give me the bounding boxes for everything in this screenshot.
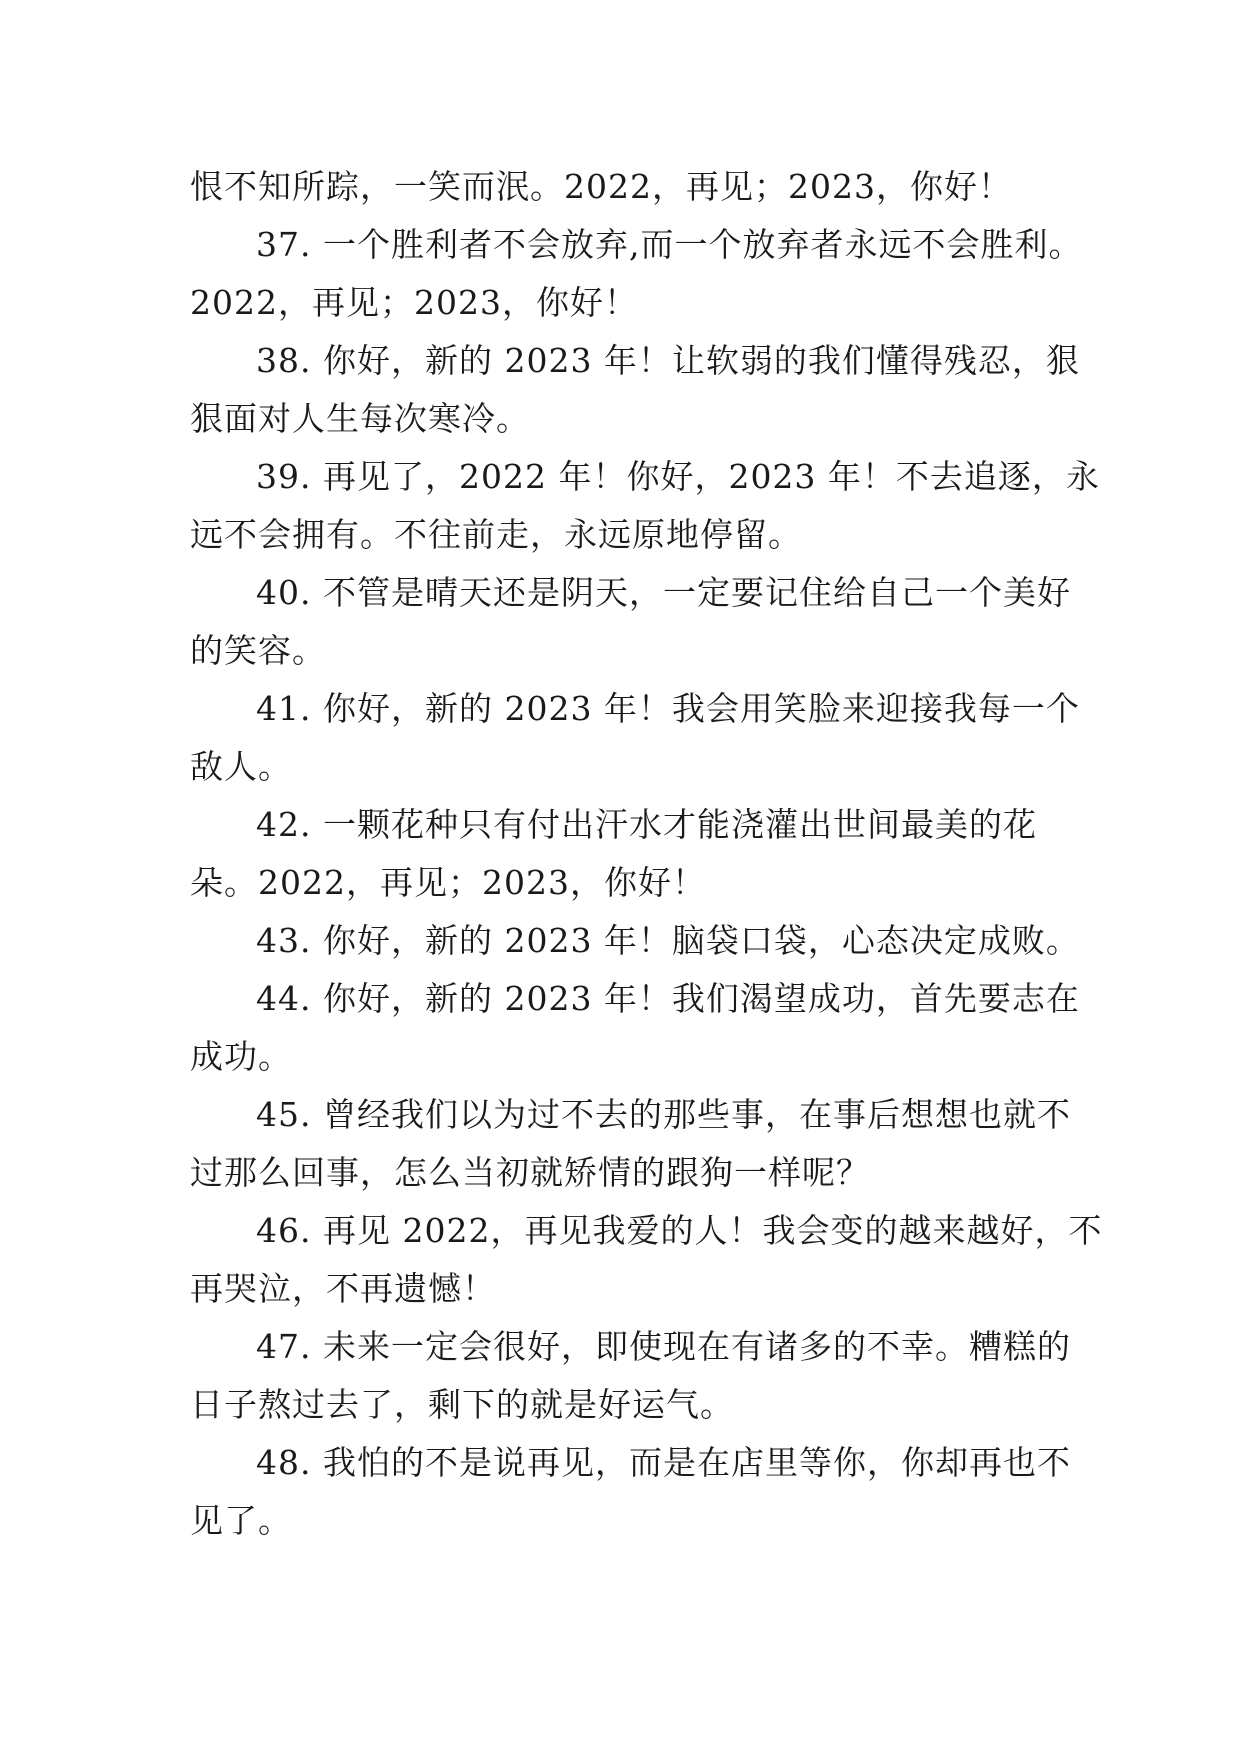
text-line: 47. 未来一定会很好，即使现在有诸多的不幸。糟糕的 <box>256 1327 1071 1366</box>
text-line: 38. 你好，新的 2023 年！让软弱的我们懂得残忍，狠 <box>256 341 1080 380</box>
text-line: 44. 你好，新的 2023 年！我们渴望成功，首先要志在 <box>256 979 1080 1018</box>
text-line: 狠面对人生每次寒冷。 <box>190 399 530 438</box>
text-line: 过那么回事，怎么当初就矫情的跟狗一样呢？ <box>190 1153 870 1192</box>
text-line: 恨不知所踪，一笑而泯。2022，再见；2023，你好！ <box>190 167 1012 206</box>
text-line: 39. 再见了，2022 年！你好，2023 年！不去追逐，永 <box>256 457 1100 496</box>
text-line: 见了。 <box>190 1501 292 1540</box>
text-line: 41. 你好，新的 2023 年！我会用笑脸来迎接我每一个 <box>256 689 1080 728</box>
text-line: 2022，再见；2023，你好！ <box>190 283 638 322</box>
text-line: 日子熬过去了，剩下的就是好运气。 <box>190 1385 734 1424</box>
text-line: 46. 再见 2022，再见我爱的人！我会变的越来越好，不 <box>256 1211 1103 1250</box>
text-line: 成功。 <box>190 1037 292 1076</box>
text-line: 42. 一颗花种只有付出汗水才能浇灌出世间最美的花 <box>256 805 1037 844</box>
text-line: 的笑容。 <box>190 631 326 670</box>
text-line: 再哭泣，不再遗憾！ <box>190 1269 496 1308</box>
text-line: 37. 一个胜利者不会放弃,而一个放弃者永远不会胜利。 <box>256 225 1083 264</box>
text-line: 48. 我怕的不是说再见，而是在店里等你，你却再也不 <box>256 1443 1071 1482</box>
text-line: 43. 你好，新的 2023 年！脑袋口袋，心态决定成败。 <box>256 921 1080 960</box>
text-line: 40. 不管是晴天还是阴天，一定要记住给自己一个美好 <box>256 573 1071 612</box>
text-line: 敌人。 <box>190 747 292 786</box>
text-line: 朵。2022，再见；2023，你好！ <box>190 863 706 902</box>
text-line: 45. 曾经我们以为过不去的那些事，在事后想想也就不 <box>256 1095 1071 1134</box>
text-line: 远不会拥有。不往前走，永远原地停留。 <box>190 515 802 554</box>
document-body <box>190 158 1103 1550</box>
